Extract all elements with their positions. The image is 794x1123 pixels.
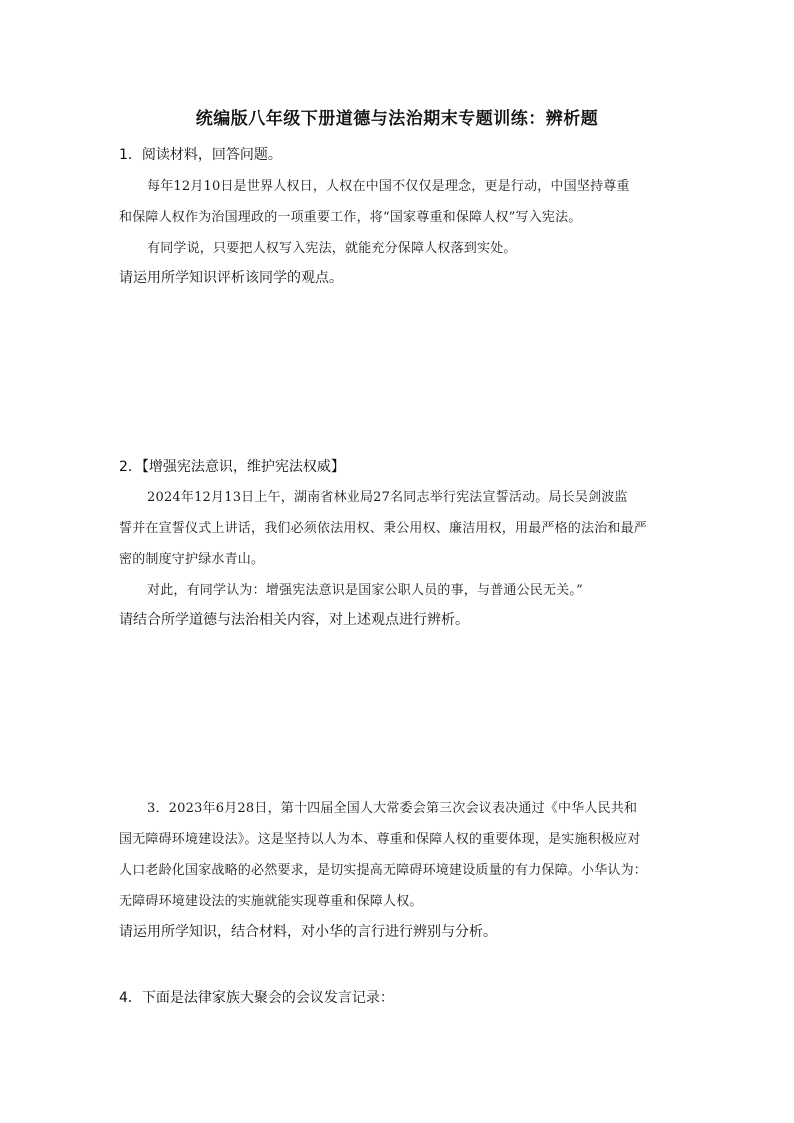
question-3-material-line: 人口老龄化国家战略的必然要求，是切实提高无障碍环境建设质量的有力保障。小华认为： — [119, 863, 648, 878]
question-1-prompt: 1．阅读材料，回答问题。 — [119, 147, 282, 163]
question-2-prompt: 2．【增强宪法意识，维护宪法权威】 — [119, 459, 345, 475]
document-title: 统编版八年级下册道德与法治期末专题训练：辨析题 — [195, 109, 599, 129]
question-1-task: 请运用所学知识评析该同学的观点。 — [119, 270, 343, 286]
question-3-material-line: 3．2023年6月28日，第十四届全国人大常委会第三次会议表决通过《中华人民共和 — [147, 801, 638, 816]
question-2-material-line: 2024年12月13日上午，湖南省林业局27名同志举行宪法宣誓活动。局长吴剑波监 — [147, 490, 628, 505]
question-1-material-line: 和保障人权作为治国理政的一项重要工作，将“国家尊重和保障人权”写入宪法。 — [119, 210, 582, 225]
question-3-material-line: 无障碍环境建设法的实施就能实现尊重和保障人权。 — [119, 894, 423, 909]
question-3-material-line: 国无障碍环境建设法》。这是坚持以人为本、尊重和保障人权的重要体现，是实施积极应对 — [119, 832, 641, 847]
question-2-task: 请结合所学道德与法治相关内容，对上述观点进行辨析。 — [119, 612, 469, 628]
question-2-material-line: 对此，有同学认为：增强宪法意识是国家公职人员的事，与普通公民无关。” — [147, 583, 583, 598]
question-3-task: 请运用所学知识，结合材料，对小华的言行进行辨别与分析。 — [119, 924, 497, 940]
question-4-prompt: 4．下面是法律家族大聚会的会议发言记录： — [119, 990, 394, 1006]
question-2-material-line: 密的制度守护绿水青山。 — [119, 552, 265, 567]
question-1-material-line: 有同学说，只要把人权写入宪法，就能充分保障人权落到实处。 — [147, 241, 517, 256]
question-1-material-line: 每年12月10日是世界人权日，人权在中国不仅仅是理念，更是行动，中国坚持尊重 — [147, 179, 630, 194]
question-2-material-line: 誓并在宣誓仪式上讲话，我们必须依法用权、秉公用权、廉洁用权，用最严格的法治和最严 — [119, 521, 648, 536]
